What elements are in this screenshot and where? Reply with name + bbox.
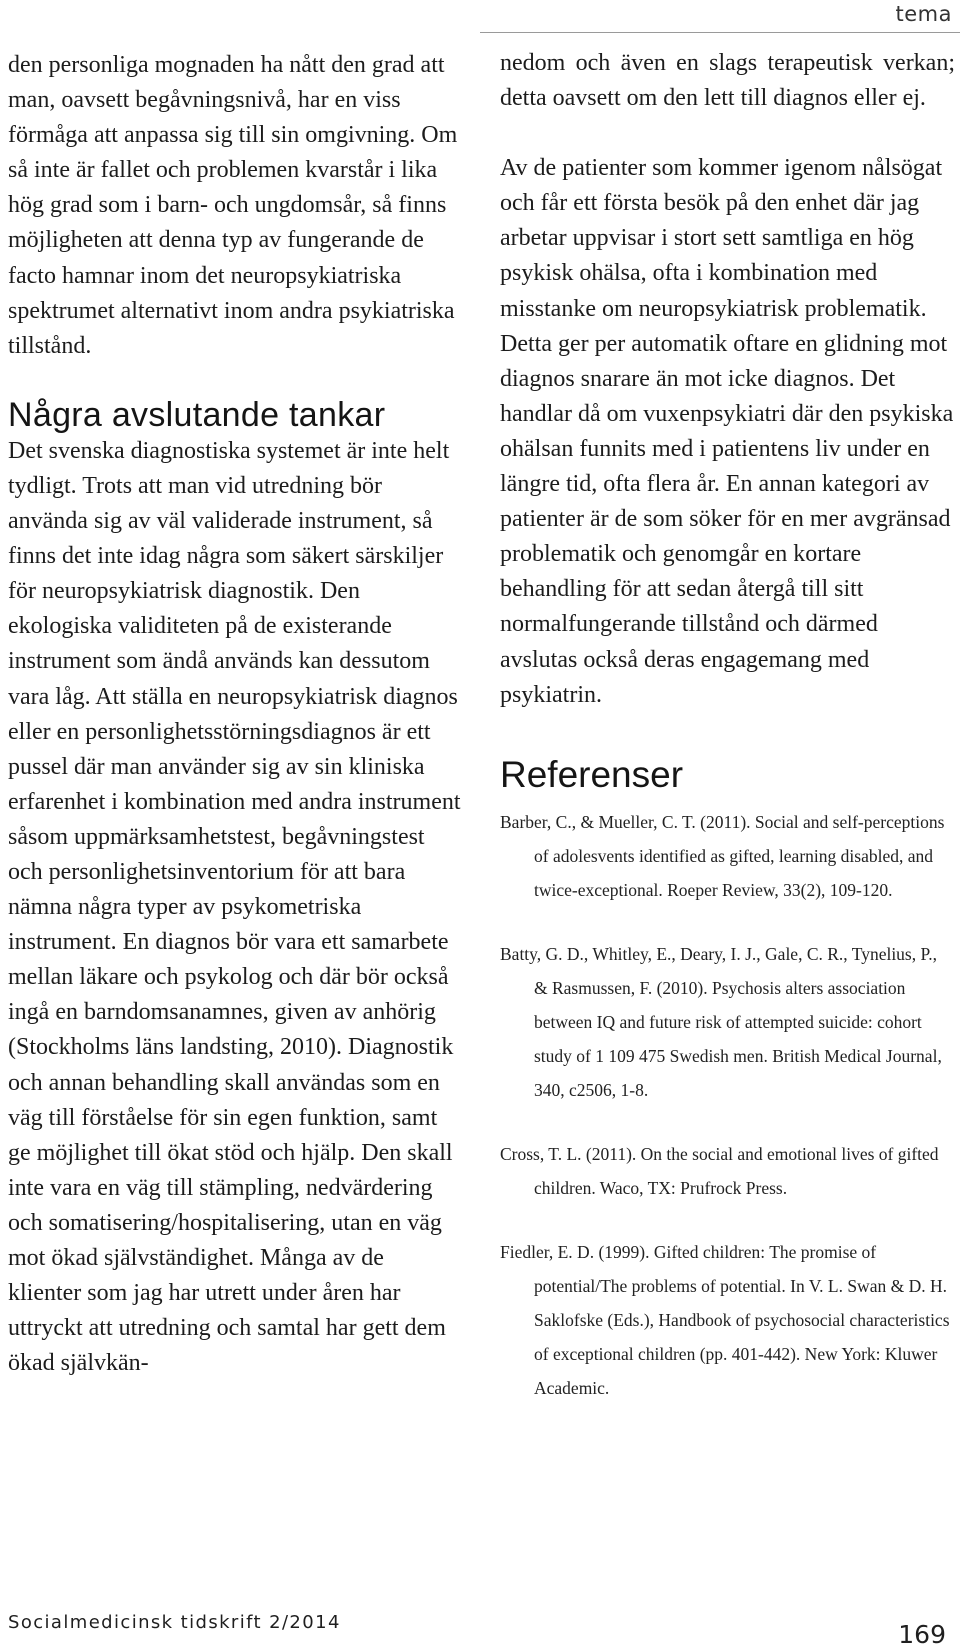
- intro-paragraph: den personliga mognaden ha nått den grad att man, oavsett begåvningsnivå, har en viss förmåga att anpassa sig till sin omgivning. Om så inte är fallet och problemen kvarstår i lika hög grad som i barn- och ungdomsår, så finns möjligheten att denna typ av fungerande de facto hamnar inom det neuropsykiatriska spektrumet alternativt inom andra psykiatriska tillstånd.: [8, 52, 458, 359]
- reference-item: Fiedler, E. D. (1999). Gifted children: The promise of potential/The problems of potential. In V. L. Swan & D. H. Saklofske (Eds.), Handbook of psychosocial characteristics of exceptional children (pp. 401-442). New York: Kluwer Academic.: [500, 1241, 950, 1398]
- reference-item: Cross, T. L. (2011). On the social and emotional lives of gifted children. Waco, TX: Prufrock Press.: [500, 1143, 939, 1198]
- section-tag: tema: [895, 2, 952, 26]
- body-paragraph: Det svenska diagnostiska systemet är inte helt tydligt. Trots att man vid utredning bör använda sig av väl validerade instrument, så finns det inte idag några som säkert särskiljer för neuropsykiatrisk diagnostik. Den ekologiska validiteten på de existerande instrument som ändå används kan dessutom vara låg. Att ställa en neuropsykiatrisk diagnos eller en personlighetsstörningsdiagnos är ett pussel där man använder sig av sin kliniska erfarenhet i kombination med andra instrument såsom uppmärksamhetstest, begåvningstest och personlighetsinventorium för att bara nämna några typer av psykometriska instrument. En diagnos bör vara ett samarbete mellan läkare och psykolog och där bör också ingå en barndomsanamnes, given av anhörig (Stockholms läns landsting, 2010). Diagnostik och annan behandling skall användas som en väg till förståelse för sin egen funktion, samt ge möjlighet till ökat stöd och hjälp. Den skall inte vara en väg till stämpling, nedvärdering och somatisering/hospitalisering, utan en väg mot ökad självständighet. Många av de klienter som jag har utrett under åren har uttryckt att utredning och samtal har gett dem ökad självkän-: [8, 437, 461, 1377]
- reference-list: [500, 805, 955, 1405]
- journal-name: Socialmedicinsk tidskrift 2/2014: [8, 1612, 341, 1633]
- header-rule: [480, 32, 960, 33]
- right-column: [500, 46, 955, 1435]
- reference-item: Barber, C., & Mueller, C. T. (2011). Social and self-perceptions of adolesvents identified as gifted, learning disabled, and twice-exceptional. Roeper Review, 33(2), 109-120.: [500, 811, 945, 900]
- references-heading: Referenser: [500, 753, 684, 795]
- reference-item: Batty, G. D., Whitley, E., Deary, I. J., Gale, C. R., Tynelius, P., & Rasmussen, F. (2010). Psychosis alters association between IQ and future risk of attempted suicide: cohort study of 1 109 475 Swedish men. British Medical Journal, 340, c2506, 1-8.: [500, 943, 942, 1100]
- continued-paragraph: nedom och även en slags terapeutisk verkan; detta oavsett om den lett till diagnos eller ej.: [500, 50, 955, 112]
- section-heading: Några avslutande tankar: [8, 395, 386, 434]
- page-number: 169: [898, 1620, 946, 1649]
- left-column: [8, 48, 463, 1381]
- patients-paragraph: Av de patienter som kommer igenom nålsögat och får ett första besök på den enhet där jag arbetar uppvisar i stort sett samtliga en hög psykisk ohälsa, ofta i kombination med misstanke om neuropsykiatrisk problematik. Detta ger per automatik oftare en glidning mot diagnos snarare än mot icke diagnos. Det handlar då om vuxenpsykiatri där den psykiska ohälsan funnits med i patientens liv under en längre tid, ofta flera år. En annan kategori av patienter är de som söker för en mer avgränsad problematik och genomgår en kortare behandling för att sedan återgå till sitt normalfungerande tillstånd och därmed avslutas också deras engagemang med psykiatrin.: [500, 155, 954, 708]
